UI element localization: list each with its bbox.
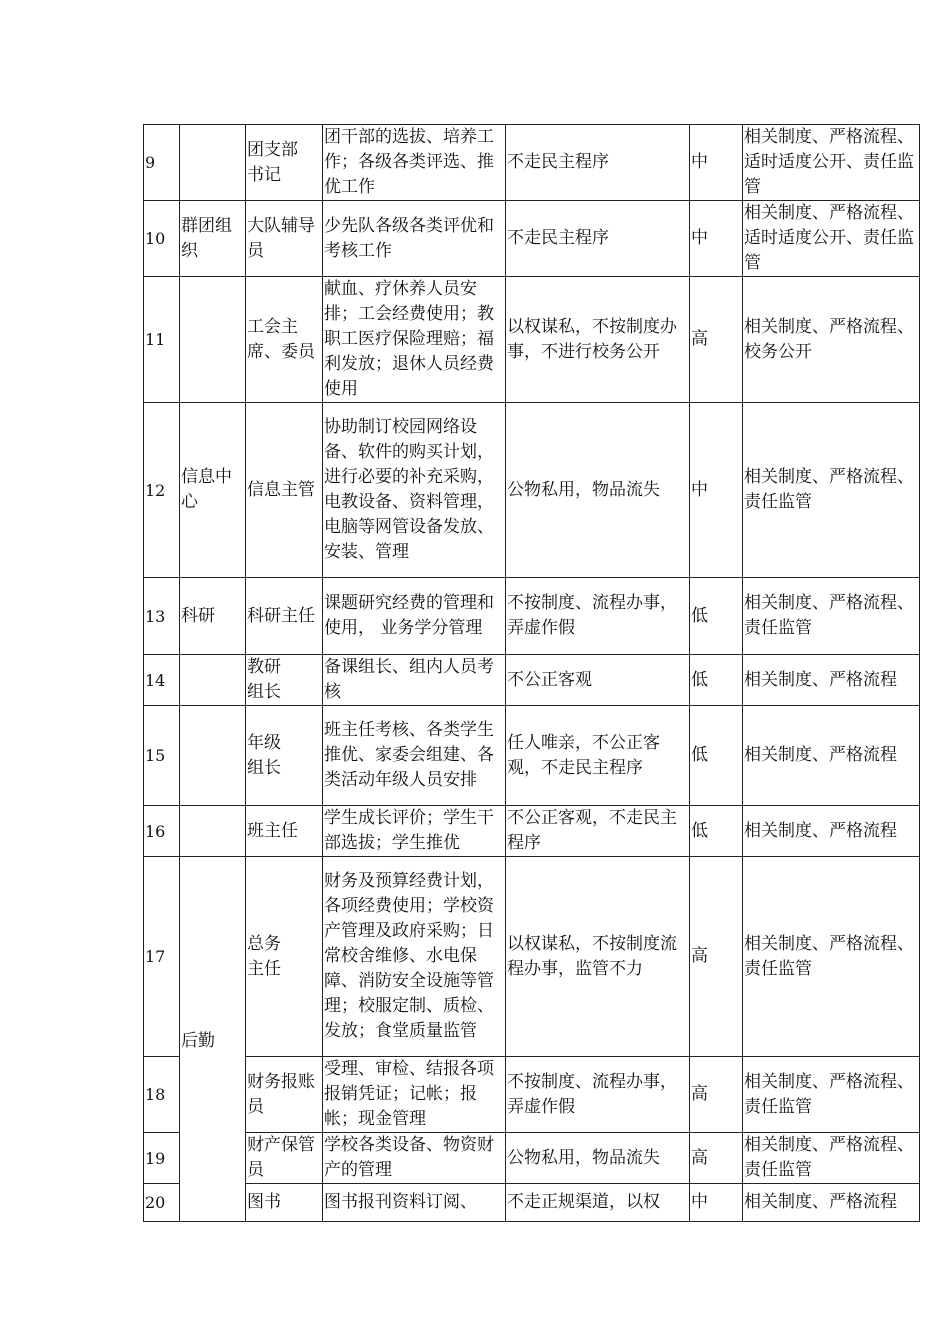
duty-cell: 班主任考核、各类学生推优、家委会组建、各类活动年级人员安排: [323, 706, 506, 806]
department-cell: [180, 706, 246, 806]
row-number: 16: [144, 806, 180, 857]
duty-cell: 图书报刊资料订阅、: [323, 1184, 506, 1222]
duty-cell: 团干部的选拔、培养工作；各级各类评选、推优工作: [323, 125, 506, 201]
measure-cell: 相关制度、严格流程、责任监管: [743, 857, 920, 1057]
post-cell: 大队辅导员: [246, 201, 323, 277]
post-cell: 信息主管: [246, 403, 323, 578]
measure-cell: 相关制度、严格流程、适时适度公开、责任监管: [743, 125, 920, 201]
post-cell: 教研 组长: [246, 655, 323, 706]
table-row: [144, 1057, 920, 1133]
document-page: [143, 124, 920, 1222]
duty-cell: 学校各类设备、物资财产的管理: [323, 1133, 506, 1184]
post-cell: 财务报账员: [246, 1057, 323, 1133]
row-number: 20: [144, 1184, 180, 1222]
measure-cell: 相关制度、严格流程、责任监管: [743, 578, 920, 655]
level-cell: 中: [690, 403, 743, 578]
level-cell: 低: [690, 655, 743, 706]
measure-cell: 相关制度、严格流程、责任监管: [743, 403, 920, 578]
level-cell: 低: [690, 578, 743, 655]
row-number: 15: [144, 706, 180, 806]
department-cell: 群团组织: [180, 201, 246, 277]
department-cell: 信息中心: [180, 403, 246, 578]
level-cell: 中: [690, 125, 743, 201]
post-cell: 科研主任: [246, 578, 323, 655]
duty-cell: 献血、疗休养人员安排；工会经费使用；教职工医疗保险理赔；福利发放；退休人员经费使用: [323, 277, 506, 403]
risk-cell: 以权谋私，不按制度流程办事，监管不力: [506, 857, 690, 1057]
department-cell: [180, 277, 246, 403]
measure-cell: 相关制度、严格流程、责任监管: [743, 1057, 920, 1133]
duty-cell: 协助制订校园网络设备、软件的购买计划，进行必要的补充采购，电教设备、资料管理，电脑等网管设备发放、安装、管理: [323, 403, 506, 578]
department-cell: 后勤: [180, 857, 246, 1222]
row-number: 9: [144, 125, 180, 201]
duty-cell: 学生成长评价；学生干部选拔；学生推优: [323, 806, 506, 857]
table-row: [144, 201, 920, 277]
table-row: [144, 277, 920, 403]
level-cell: 低: [690, 806, 743, 857]
risk-cell: 不走民主程序: [506, 201, 690, 277]
measure-cell: 相关制度、严格流程: [743, 655, 920, 706]
risk-table: [143, 124, 920, 1222]
table-row: [144, 706, 920, 806]
risk-cell: 公物私用，物品流失: [506, 403, 690, 578]
post-cell: 班主任: [246, 806, 323, 857]
level-cell: 中: [690, 1184, 743, 1222]
post-cell: 年级 组长: [246, 706, 323, 806]
measure-cell: 相关制度、严格流程: [743, 1184, 920, 1222]
department-cell: [180, 806, 246, 857]
risk-cell: 不公正客观，不走民主程序: [506, 806, 690, 857]
department-cell: [180, 125, 246, 201]
level-cell: 低: [690, 706, 743, 806]
row-number: 19: [144, 1133, 180, 1184]
row-number: 14: [144, 655, 180, 706]
measure-cell: 相关制度、严格流程: [743, 806, 920, 857]
row-number: 10: [144, 201, 180, 277]
risk-cell: 公物私用，物品流失: [506, 1133, 690, 1184]
row-number: 11: [144, 277, 180, 403]
department-cell: [180, 655, 246, 706]
table-row: [144, 655, 920, 706]
measure-cell: 相关制度、严格流程、适时适度公开、责任监管: [743, 201, 920, 277]
level-cell: 高: [690, 277, 743, 403]
duty-cell: 少先队各级各类评优和考核工作: [323, 201, 506, 277]
duty-cell: 课题研究经费的管理和使用， 业务学分管理: [323, 578, 506, 655]
duty-cell: 财务及预算经费计划，各项经费使用；学校资产管理及政府采购；日常校舍维修、水电保障、消防安全设施等管理；校服定制、质检、发放；食堂质量监管: [323, 857, 506, 1057]
risk-cell: 不走正规渠道，以权: [506, 1184, 690, 1222]
risk-cell: 不按制度、流程办事，弄虚作假: [506, 1057, 690, 1133]
row-number: 12: [144, 403, 180, 578]
post-cell: 图书: [246, 1184, 323, 1222]
table-row: [144, 1184, 920, 1222]
measure-cell: 相关制度、严格流程、责任监管: [743, 1133, 920, 1184]
post-cell: 总务 主任: [246, 857, 323, 1057]
table-row: [144, 1133, 920, 1184]
table-row: [144, 403, 920, 578]
row-number: 13: [144, 578, 180, 655]
duty-cell: 受理、审检、结报各项报销凭证；记帐；报帐；现金管理: [323, 1057, 506, 1133]
table-row: [144, 125, 920, 201]
risk-cell: 不走民主程序: [506, 125, 690, 201]
row-number: 17: [144, 857, 180, 1057]
measure-cell: 相关制度、严格流程、校务公开: [743, 277, 920, 403]
risk-cell: 以权谋私，不按制度办事，不进行校务公开: [506, 277, 690, 403]
risk-cell: 任人唯亲，不公正客观，不走民主程序: [506, 706, 690, 806]
duty-cell: 备课组长、组内人员考核: [323, 655, 506, 706]
post-cell: 工会主席、委员: [246, 277, 323, 403]
level-cell: 高: [690, 857, 743, 1057]
table-row: [144, 578, 920, 655]
table-row: [144, 857, 920, 1057]
level-cell: 高: [690, 1133, 743, 1184]
post-cell: 团支部 书记: [246, 125, 323, 201]
level-cell: 中: [690, 201, 743, 277]
department-cell: 科研: [180, 578, 246, 655]
post-cell: 财产保管员: [246, 1133, 323, 1184]
table-row: [144, 806, 920, 857]
risk-cell: 不按制度、流程办事，弄虚作假: [506, 578, 690, 655]
row-number: 18: [144, 1057, 180, 1133]
risk-cell: 不公正客观: [506, 655, 690, 706]
measure-cell: 相关制度、严格流程: [743, 706, 920, 806]
level-cell: 高: [690, 1057, 743, 1133]
